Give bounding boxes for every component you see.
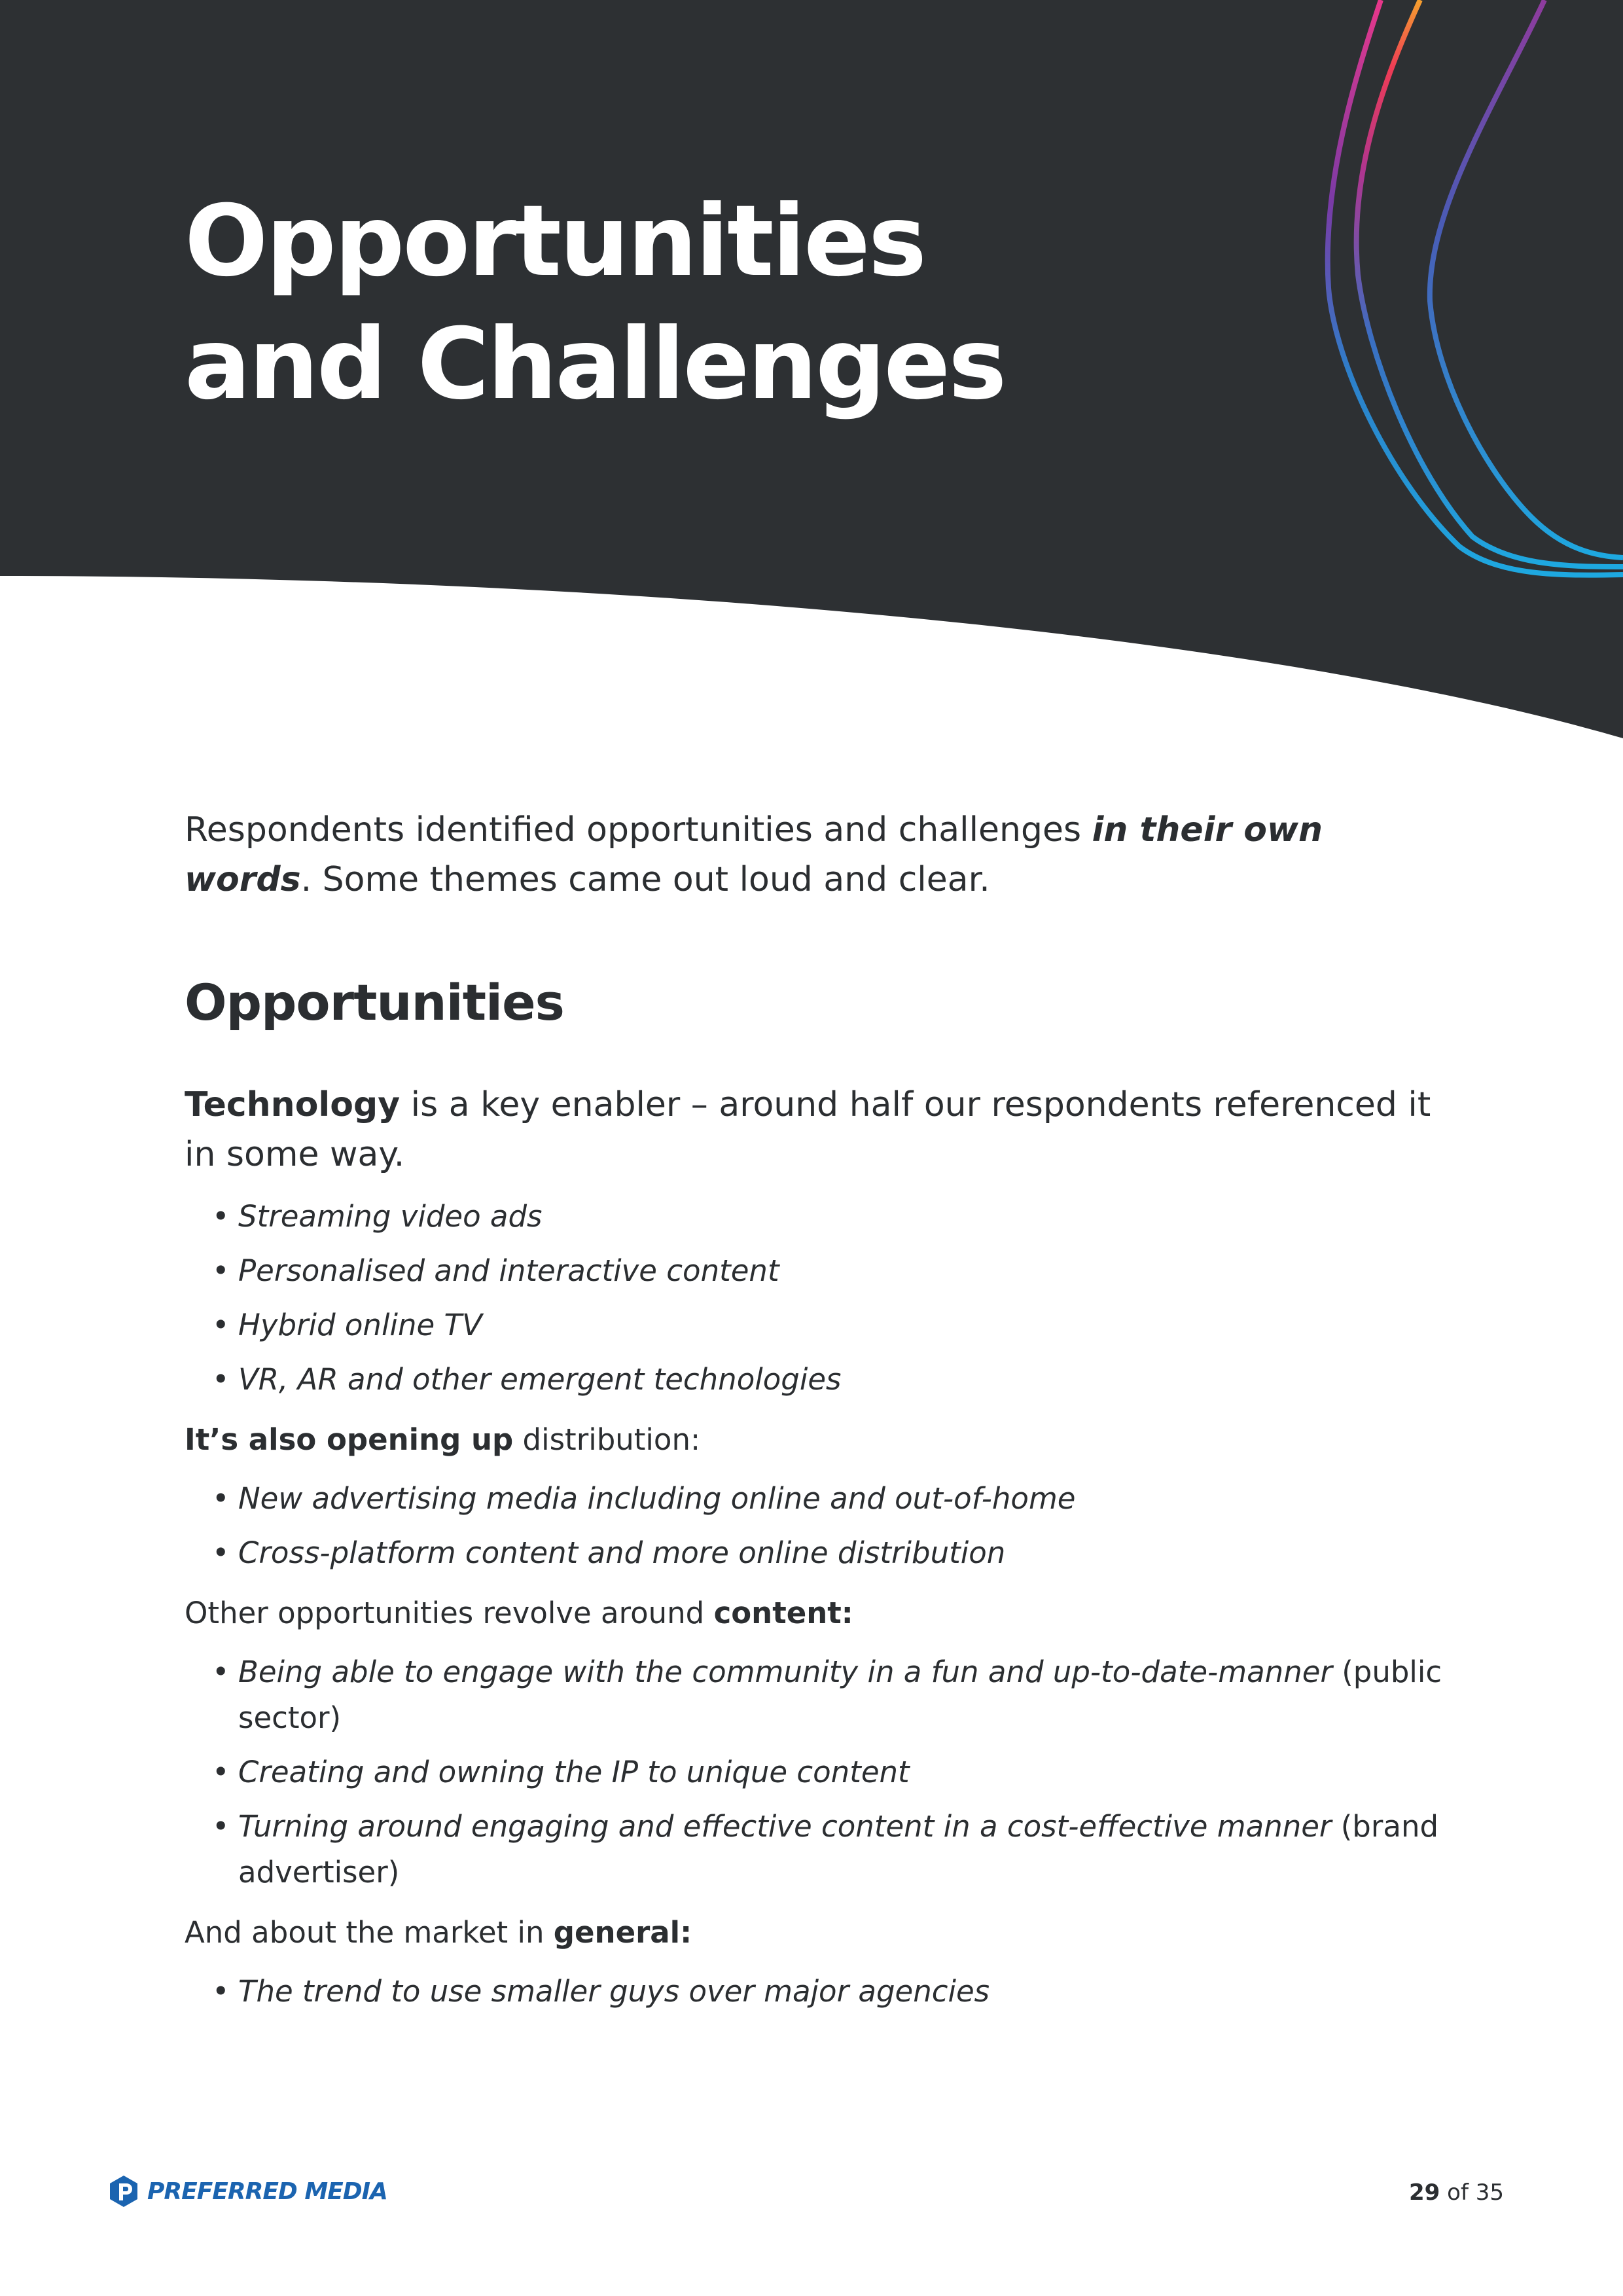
list-item-note: (brand advertiser) [238, 1809, 1439, 1890]
list-item [238, 1804, 1461, 1895]
list-item [238, 1969, 1461, 2015]
intro-text-a: Respondents identified opportunities and challenges [185, 810, 1092, 850]
page-title-line-1: Opportunities [185, 185, 925, 298]
list-item-text: Cross-platform content and more online distribution [238, 1535, 1006, 1570]
list-item-text: Being able to engage with the community in a fun and up-to-date-manner [238, 1655, 1332, 1689]
technology-bold: Technology [185, 1085, 401, 1124]
page-total: of 35 [1440, 2179, 1504, 2206]
technology-paragraph [185, 1080, 1461, 1179]
logo-text: PREFERRED MEDIA [147, 2178, 387, 2205]
market-paragraph [185, 1911, 1461, 1954]
list-item [238, 1194, 1461, 1240]
list-item [238, 1476, 1461, 1522]
list-item-text: Creating and owning the IP to unique content [238, 1755, 910, 1789]
brand-logo [108, 2174, 387, 2208]
list-item-text: VR, AR and other emergent technologies [238, 1362, 842, 1397]
market-bold: general: [553, 1915, 692, 1950]
page-current: 29 [1409, 2179, 1440, 2206]
list-item-text: Turning around engaging and effective content in a cost-effective manner [238, 1809, 1332, 1844]
page-title-line-2: and Challenges [185, 308, 1005, 422]
market-text: And about the market in [185, 1915, 554, 1950]
list-item [238, 1248, 1461, 1294]
intro-paragraph [185, 805, 1461, 905]
list-item-text: New advertising media including online and out-of-home [238, 1481, 1076, 1516]
distribution-paragraph [185, 1418, 1461, 1462]
list-item-text: The trend to use smaller guys over major agencies [238, 1974, 990, 2009]
decorative-curves [1296, 0, 1623, 589]
market-list [185, 1969, 1461, 2015]
page-title [185, 180, 1005, 426]
content-bold: content: [713, 1596, 853, 1630]
content-text: Other opportunities revolve around [185, 1596, 714, 1630]
list-item-text: Personalised and interactive content [238, 1253, 779, 1288]
list-item [238, 1302, 1461, 1348]
content-list [185, 1649, 1461, 1895]
content-paragraph [185, 1592, 1461, 1635]
list-item [238, 1530, 1461, 1576]
list-item-text: Hybrid online TV [238, 1308, 482, 1342]
technology-list [185, 1194, 1461, 1403]
distribution-rest: distribution: [513, 1422, 701, 1457]
distribution-bold: It’s also opening up [185, 1422, 514, 1457]
main-content [185, 805, 1461, 2023]
technology-rest: is a key enabler – around half our respondents referenced it in some way. [185, 1085, 1431, 1174]
list-item-note: (public sector) [238, 1655, 1442, 1735]
intro-text-b: . Some themes came out loud and clear. [300, 860, 990, 899]
intro-emphasis: in their own words [185, 810, 1323, 899]
page-number [1409, 2179, 1504, 2206]
opportunities-heading: Opportunities [185, 973, 564, 1031]
list-item [238, 1749, 1461, 1795]
distribution-list [185, 1476, 1461, 1576]
logo-mark-icon [108, 2174, 139, 2208]
list-item [238, 1649, 1461, 1741]
list-item [238, 1357, 1461, 1403]
list-item-text: Streaming video ads [238, 1199, 543, 1234]
